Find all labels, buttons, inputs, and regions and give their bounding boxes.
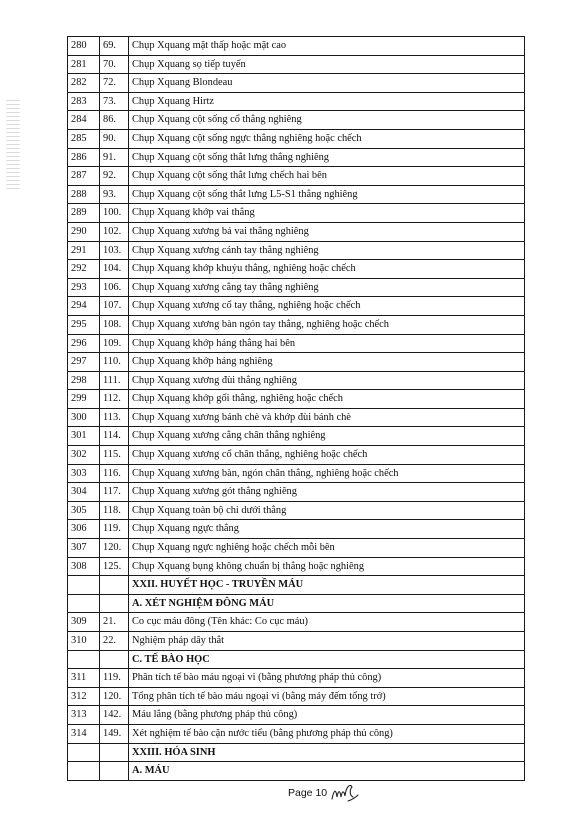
procedure-name: Chụp Xquang xương bánh chè và khớp đùi bánh chè	[129, 408, 525, 427]
section-heading: C. TẾ BÀO HỌC	[129, 650, 525, 669]
row-number: 284	[68, 111, 100, 130]
procedure-name: Chụp Xquang khớp háng nghiêng	[129, 353, 525, 372]
procedure-name: Chụp Xquang cột sống thắt lưng thẳng nghiêng	[129, 148, 525, 167]
table-row	[68, 204, 525, 223]
procedure-name: Chụp Xquang xương cẳng chân thẳng nghiêng	[129, 427, 525, 446]
row-number: 296	[68, 334, 100, 353]
scan-artifact	[6, 100, 20, 190]
row-number: 314	[68, 724, 100, 743]
row-number: 301	[68, 427, 100, 446]
procedure-name: Chụp Xquang sọ tiếp tuyến	[129, 55, 525, 74]
procedure-code: 93.	[100, 185, 129, 204]
row-number: 306	[68, 520, 100, 539]
procedure-name: Chụp Xquang ngực thẳng	[129, 520, 525, 539]
row-number: 281	[68, 55, 100, 74]
table-row	[68, 464, 525, 483]
procedure-name: Chụp Xquang cột sống thắt lưng chếch hai bên	[129, 167, 525, 186]
procedure-name: Chụp Xquang xương đùi thẳng nghiêng	[129, 371, 525, 390]
section-heading-row	[68, 650, 525, 669]
table-row	[68, 222, 525, 241]
table-row	[68, 390, 525, 409]
procedure-name: Co cục máu đông (Tên khác: Co cục máu)	[129, 613, 525, 632]
table-row	[68, 632, 525, 651]
procedure-code: 119.	[100, 669, 129, 688]
row-number: 295	[68, 315, 100, 334]
row-number: 298	[68, 371, 100, 390]
table-row	[68, 520, 525, 539]
procedure-code: 70.	[100, 55, 129, 74]
table-row	[68, 111, 525, 130]
procedure-code: 116.	[100, 464, 129, 483]
procedure-code: 112.	[100, 390, 129, 409]
procedure-table	[67, 36, 525, 781]
row-number: 292	[68, 260, 100, 279]
procedure-code: 109.	[100, 334, 129, 353]
row-number: 293	[68, 278, 100, 297]
section-heading-row	[68, 576, 525, 595]
procedure-name: Chụp Xquang Blondeau	[129, 74, 525, 93]
row-number: 289	[68, 204, 100, 223]
procedure-name: Chụp Xquang Hirtz	[129, 92, 525, 111]
procedure-code: 108.	[100, 315, 129, 334]
row-number: 300	[68, 408, 100, 427]
procedure-name: Chụp Xquang khớp gối thẳng, nghiêng hoặc chếch	[129, 390, 525, 409]
procedure-name: Chụp Xquang khớp vai thẳng	[129, 204, 525, 223]
procedure-name: Chụp Xquang xương bàn, ngón chân thẳng, nghiêng hoặc chếch	[129, 464, 525, 483]
row-number: 305	[68, 501, 100, 520]
procedure-code: 90.	[100, 129, 129, 148]
table-row	[68, 724, 525, 743]
table-row	[68, 427, 525, 446]
row-number	[68, 650, 100, 669]
procedure-name: Máu lắng (bằng phương pháp thủ công)	[129, 706, 525, 725]
procedure-name: Chụp Xquang khớp háng thẳng hai bên	[129, 334, 525, 353]
procedure-code: 115.	[100, 446, 129, 465]
table-row	[68, 483, 525, 502]
procedure-code: 119.	[100, 520, 129, 539]
table-row	[68, 501, 525, 520]
row-number: 313	[68, 706, 100, 725]
procedure-code	[100, 594, 129, 613]
table-row	[68, 148, 525, 167]
procedure-code	[100, 762, 129, 781]
procedure-name: Chụp Xquang xương cổ tay thẳng, nghiêng hoặc chếch	[129, 297, 525, 316]
procedure-code: 22.	[100, 632, 129, 651]
section-heading: XXII. HUYẾT HỌC - TRUYỀN MÁU	[129, 576, 525, 595]
procedure-code: 86.	[100, 111, 129, 130]
section-heading-row	[68, 743, 525, 762]
table-row	[68, 185, 525, 204]
table-row	[68, 315, 525, 334]
table-row	[68, 167, 525, 186]
row-number	[68, 743, 100, 762]
procedure-name: Tổng phân tích tế bào máu ngoại vi (bằng máy đếm tổng trở)	[129, 687, 525, 706]
table-row	[68, 371, 525, 390]
row-number: 310	[68, 632, 100, 651]
row-number	[68, 594, 100, 613]
row-number: 291	[68, 241, 100, 260]
procedure-name: Chụp Xquang xương cánh tay thẳng nghiêng	[129, 241, 525, 260]
procedure-name: Xét nghiệm tế bào cặn nước tiểu (bằng phương pháp thủ công)	[129, 724, 525, 743]
section-heading-row	[68, 594, 525, 613]
row-number	[68, 762, 100, 781]
section-heading: A. XÉT NGHIỆM ĐÔNG MÁU	[129, 594, 525, 613]
procedure-code: 103.	[100, 241, 129, 260]
row-number: 288	[68, 185, 100, 204]
procedure-code	[100, 743, 129, 762]
table-row	[68, 613, 525, 632]
table-row	[68, 539, 525, 558]
procedure-name: Chụp Xquang bụng không chuẩn bị thẳng hoặc nghiêng	[129, 557, 525, 576]
procedure-name: Chụp Xquang xương cổ chân thẳng, nghiêng hoặc chếch	[129, 446, 525, 465]
section-heading: A. MÁU	[129, 762, 525, 781]
procedure-name: Chụp Xquang cột sống cổ thẳng nghiêng	[129, 111, 525, 130]
procedure-code: 100.	[100, 204, 129, 223]
page-number: Page 10	[288, 787, 328, 799]
table-row	[68, 446, 525, 465]
section-heading: XXIII. HÓA SINH	[129, 743, 525, 762]
row-number: 311	[68, 669, 100, 688]
table-row	[68, 55, 525, 74]
page-footer	[288, 787, 327, 799]
row-number: 280	[68, 37, 100, 56]
procedure-name: Chụp Xquang xương cẳng tay thẳng nghiêng	[129, 278, 525, 297]
table-row	[68, 129, 525, 148]
procedure-name: Phân tích tế bào máu ngoại vi (bằng phương pháp thủ công)	[129, 669, 525, 688]
row-number: 309	[68, 613, 100, 632]
table-row	[68, 260, 525, 279]
row-number: 282	[68, 74, 100, 93]
procedure-code: 111.	[100, 371, 129, 390]
procedure-code: 107.	[100, 297, 129, 316]
table-row	[68, 37, 525, 56]
procedure-name: Chụp Xquang cột sống thắt lưng L5-S1 thẳng nghiêng	[129, 185, 525, 204]
row-number: 304	[68, 483, 100, 502]
procedure-code: 120.	[100, 687, 129, 706]
table-row	[68, 669, 525, 688]
table-row	[68, 278, 525, 297]
table-row	[68, 297, 525, 316]
procedure-code: 21.	[100, 613, 129, 632]
table-row	[68, 687, 525, 706]
table-row	[68, 74, 525, 93]
table-row	[68, 706, 525, 725]
procedure-code: 72.	[100, 74, 129, 93]
row-number: 302	[68, 446, 100, 465]
row-number: 287	[68, 167, 100, 186]
procedure-name: Chụp Xquang mặt thấp hoặc mặt cao	[129, 37, 525, 56]
procedure-code	[100, 576, 129, 595]
procedure-code: 114.	[100, 427, 129, 446]
procedure-name: Chụp Xquang ngực nghiêng hoặc chếch mỗi bên	[129, 539, 525, 558]
procedure-code: 106.	[100, 278, 129, 297]
row-number: 286	[68, 148, 100, 167]
row-number	[68, 576, 100, 595]
procedure-code: 125.	[100, 557, 129, 576]
section-heading-row	[68, 762, 525, 781]
procedure-table-body	[68, 37, 525, 781]
row-number: 312	[68, 687, 100, 706]
procedure-name: Chụp Xquang cột sống ngực thẳng nghiêng hoặc chếch	[129, 129, 525, 148]
row-number: 297	[68, 353, 100, 372]
procedure-code: 69.	[100, 37, 129, 56]
procedure-code: 91.	[100, 148, 129, 167]
procedure-code: 117.	[100, 483, 129, 502]
procedure-name: Chụp Xquang xương bàn ngón tay thẳng, nghiêng hoặc chếch	[129, 315, 525, 334]
row-number: 290	[68, 222, 100, 241]
row-number: 299	[68, 390, 100, 409]
row-number: 307	[68, 539, 100, 558]
procedure-code: 149.	[100, 724, 129, 743]
procedure-code: 120.	[100, 539, 129, 558]
table-row	[68, 557, 525, 576]
procedure-code	[100, 650, 129, 669]
procedure-code: 110.	[100, 353, 129, 372]
table-row	[68, 241, 525, 260]
procedure-code: 102.	[100, 222, 129, 241]
procedure-code: 113.	[100, 408, 129, 427]
signature-mark	[330, 781, 360, 805]
procedure-name: Chụp Xquang xương gót thẳng nghiêng	[129, 483, 525, 502]
procedure-code: 73.	[100, 92, 129, 111]
procedure-code: 104.	[100, 260, 129, 279]
procedure-name: Chụp Xquang xương bả vai thẳng nghiêng	[129, 222, 525, 241]
row-number: 285	[68, 129, 100, 148]
row-number: 294	[68, 297, 100, 316]
procedure-code: 142.	[100, 706, 129, 725]
procedure-name: Chụp Xquang khớp khuỷu thẳng, nghiêng hoặc chếch	[129, 260, 525, 279]
table-row	[68, 334, 525, 353]
row-number: 303	[68, 464, 100, 483]
procedure-name: Nghiệm pháp dây thắt	[129, 632, 525, 651]
row-number: 308	[68, 557, 100, 576]
procedure-code: 92.	[100, 167, 129, 186]
procedure-name: Chụp Xquang toàn bộ chi dưới thẳng	[129, 501, 525, 520]
table-row	[68, 353, 525, 372]
table-row	[68, 408, 525, 427]
row-number: 283	[68, 92, 100, 111]
procedure-code: 118.	[100, 501, 129, 520]
table-row	[68, 92, 525, 111]
